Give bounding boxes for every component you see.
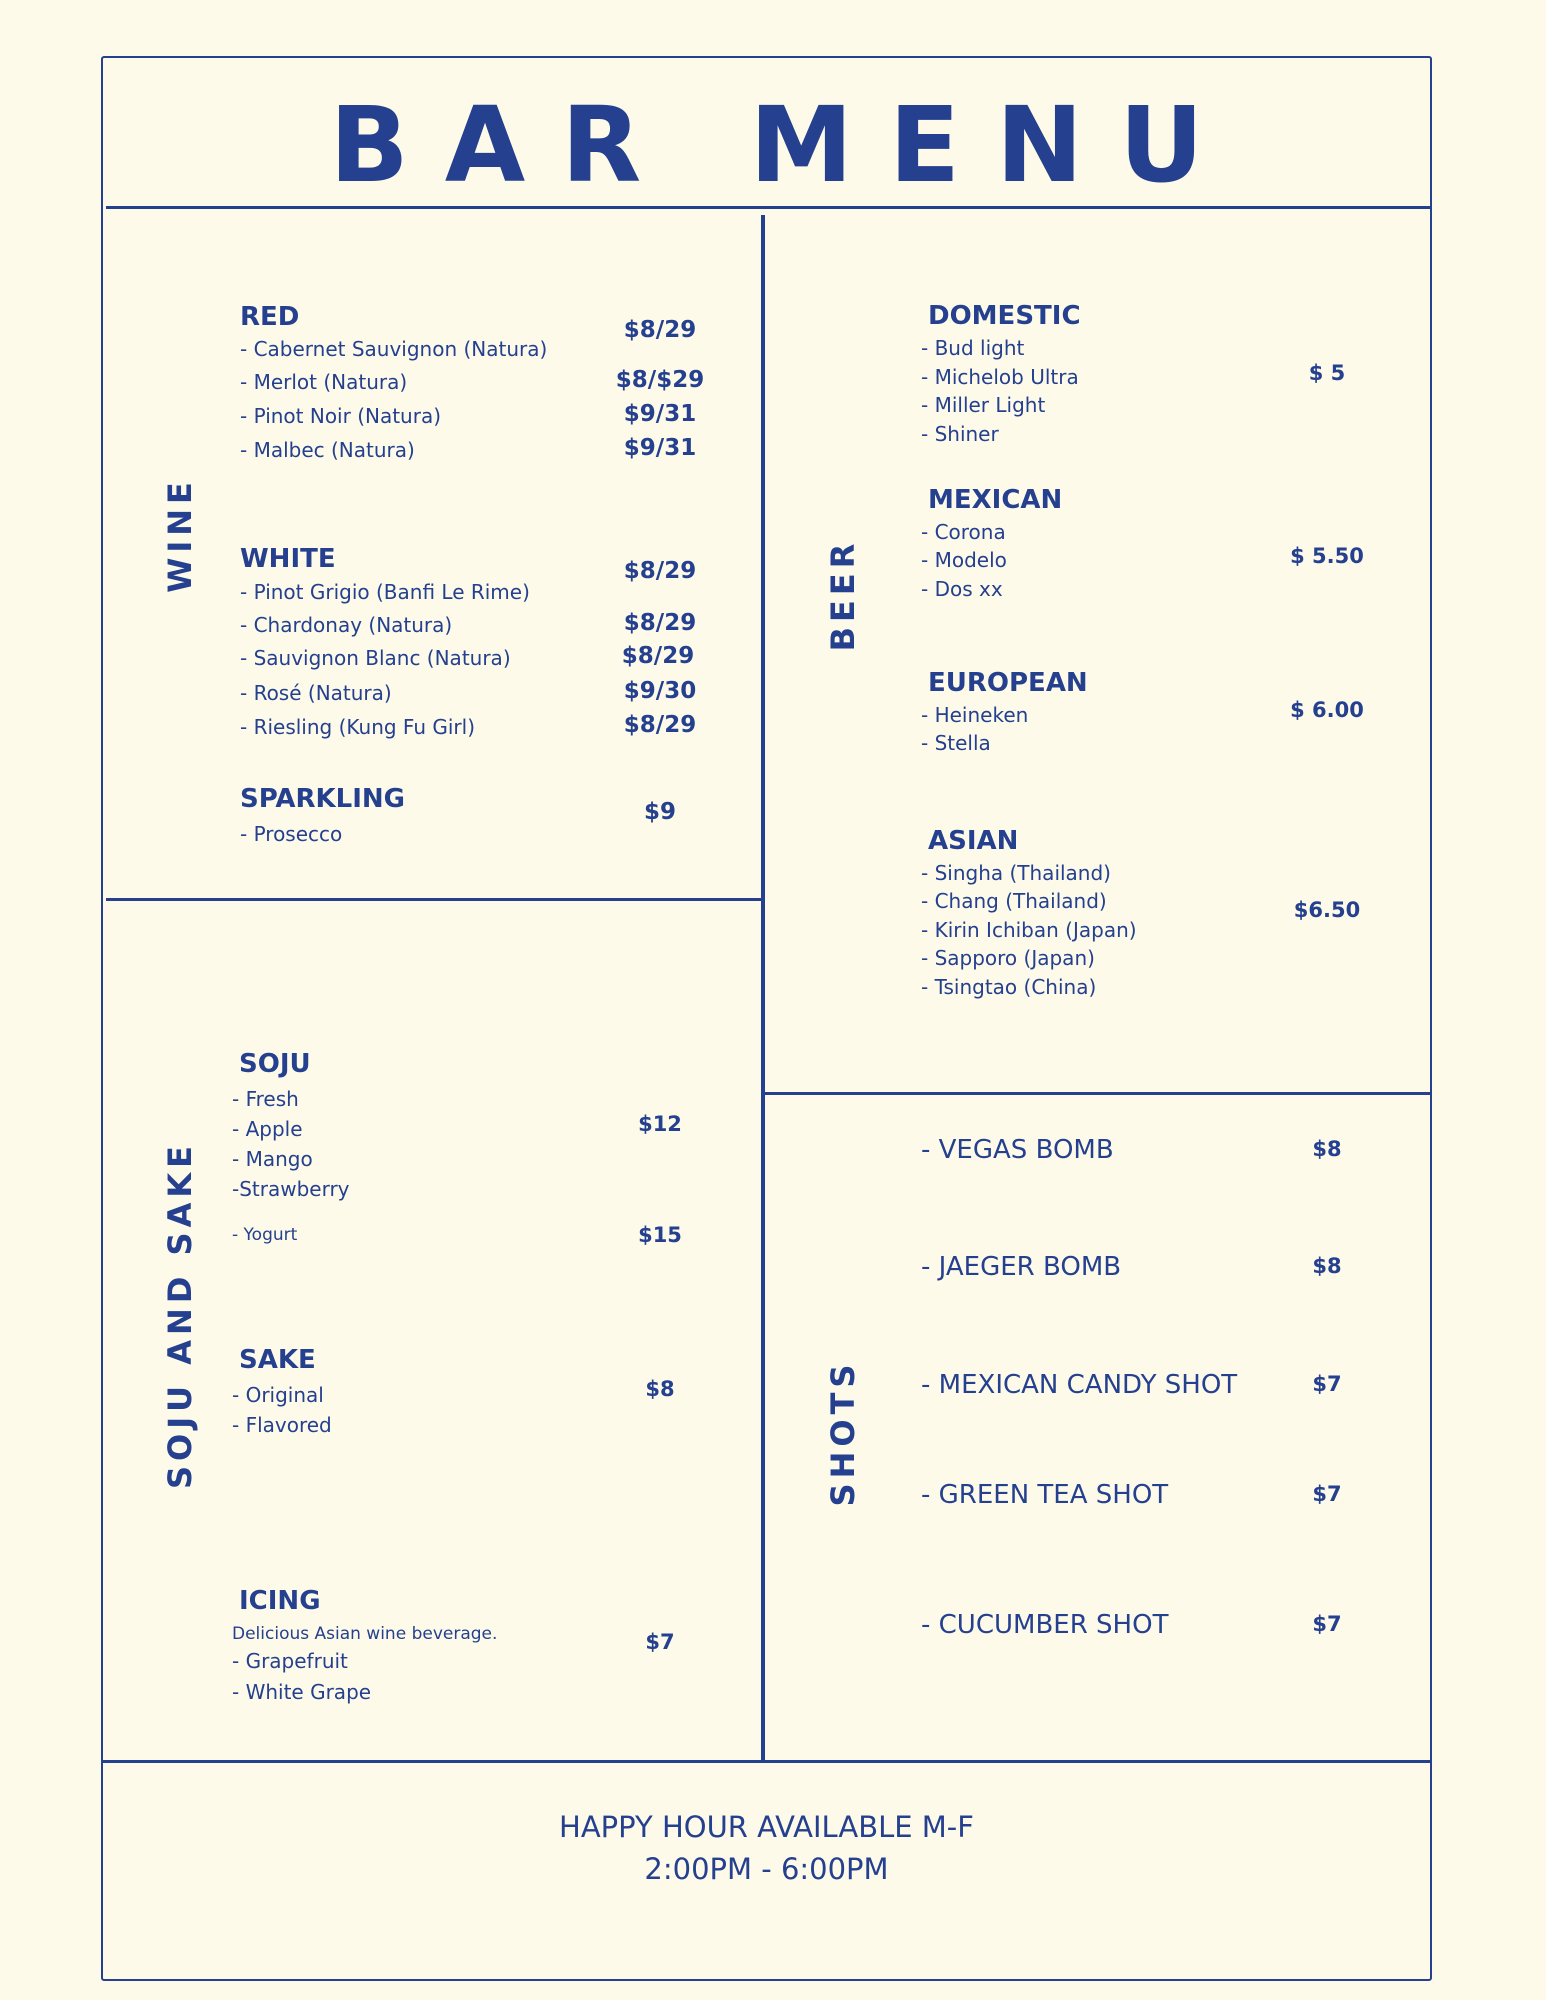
white-item: - Chardonay (Natura) bbox=[240, 613, 453, 637]
beer-section-label: BEER bbox=[824, 538, 862, 652]
domestic-heading: DOMESTIC bbox=[928, 301, 1081, 331]
white-price: $8/29 bbox=[623, 712, 697, 738]
sparkling-price: $9 bbox=[643, 799, 677, 825]
soju-item: - Mango bbox=[232, 1147, 313, 1171]
red-price: $8/$29 bbox=[615, 367, 705, 393]
red-price: $9/31 bbox=[623, 435, 697, 461]
mexican-item: - Modelo bbox=[921, 548, 1007, 572]
mexican-item: - Dos xx bbox=[921, 577, 1003, 601]
shot-price: $7 bbox=[1312, 1482, 1342, 1506]
domestic-price: $ 5 bbox=[1308, 361, 1346, 385]
white-price: $8/29 bbox=[623, 558, 697, 584]
asian-item: - Singha (Thailand) bbox=[921, 861, 1111, 885]
mexican-heading: MEXICAN bbox=[928, 485, 1063, 515]
white-item: - Rosé (Natura) bbox=[240, 681, 392, 705]
shot-price: $7 bbox=[1312, 1612, 1342, 1636]
soju-item: - Apple bbox=[232, 1117, 303, 1141]
soju-item: - Fresh bbox=[232, 1087, 299, 1111]
soju-item: - Yogurt bbox=[232, 1225, 298, 1245]
white-item: - Sauvignon Blanc (Natura) bbox=[240, 646, 511, 670]
domestic-item: - Michelob Ultra bbox=[921, 365, 1079, 389]
soju-sake-section-label: SOJU AND SAKE bbox=[161, 1141, 199, 1489]
shot-item: - GREEN TEA SHOT bbox=[921, 1480, 1169, 1510]
white-heading: WHITE bbox=[240, 544, 336, 574]
shots-section-label: SHOTS bbox=[824, 1359, 862, 1507]
sparkling-heading: SPARKLING bbox=[240, 784, 406, 814]
mexican-price: $ 5.50 bbox=[1290, 544, 1364, 568]
shot-price: $8 bbox=[1312, 1137, 1342, 1161]
european-item: - Heineken bbox=[921, 703, 1029, 727]
sake-item: - Flavored bbox=[232, 1413, 332, 1437]
european-heading: EUROPEAN bbox=[928, 668, 1088, 698]
white-item: - Pinot Grigio (Banfi Le Rime) bbox=[240, 580, 530, 604]
soju-heading: SOJU bbox=[239, 1049, 311, 1079]
wine-divider bbox=[106, 898, 762, 901]
column-divider bbox=[761, 215, 765, 1762]
shot-item: - CUCUMBER SHOT bbox=[921, 1610, 1169, 1640]
happy-hour-line: HAPPY HOUR AVAILABLE M-F bbox=[559, 1810, 974, 1844]
title-divider bbox=[106, 206, 1432, 209]
shot-item: - JAEGER BOMB bbox=[921, 1252, 1122, 1282]
soju-yogurt-price: $15 bbox=[638, 1223, 682, 1247]
red-item: - Cabernet Sauvignon (Natura) bbox=[240, 337, 548, 361]
white-price: $8/29 bbox=[623, 610, 697, 636]
red-heading: RED bbox=[240, 302, 300, 332]
asian-item: - Kirin Ichiban (Japan) bbox=[921, 918, 1137, 942]
icing-item: - Grapefruit bbox=[232, 1649, 348, 1673]
red-item: - Pinot Noir (Natura) bbox=[240, 404, 442, 428]
white-item: - Riesling (Kung Fu Girl) bbox=[240, 715, 475, 739]
asian-price: $6.50 bbox=[1293, 898, 1361, 922]
icing-description: Delicious Asian wine beverage. bbox=[232, 1624, 498, 1644]
red-item: - Merlot (Natura) bbox=[240, 370, 408, 394]
shot-price: $8 bbox=[1312, 1254, 1342, 1278]
sake-price: $8 bbox=[645, 1377, 675, 1401]
shot-price: $7 bbox=[1312, 1372, 1342, 1396]
soju-price: $12 bbox=[638, 1112, 682, 1136]
domestic-item: - Shiner bbox=[921, 422, 999, 446]
domestic-item: - Miller Light bbox=[921, 393, 1046, 417]
menu-title: BAR MENU bbox=[329, 84, 1240, 206]
domestic-item: - Bud light bbox=[921, 336, 1025, 360]
asian-item: - Chang (Thailand) bbox=[921, 889, 1107, 913]
shot-item: - MEXICAN CANDY SHOT bbox=[921, 1370, 1238, 1400]
wine-section-label: WINE bbox=[161, 477, 199, 593]
happy-hour-times: 2:00PM - 6:00PM bbox=[644, 1852, 889, 1886]
asian-heading: ASIAN bbox=[928, 826, 1019, 856]
sparkling-item: - Prosecco bbox=[240, 822, 343, 846]
white-price: $9/30 bbox=[623, 678, 697, 704]
european-price: $ 6.00 bbox=[1290, 698, 1364, 722]
european-item: - Stella bbox=[921, 731, 991, 755]
soju-item: -Strawberry bbox=[232, 1177, 350, 1201]
shot-item: - VEGAS BOMB bbox=[921, 1135, 1114, 1165]
red-item: - Malbec (Natura) bbox=[240, 438, 415, 462]
mexican-item: - Corona bbox=[921, 520, 1006, 544]
icing-price: $7 bbox=[645, 1630, 675, 1654]
sake-heading: SAKE bbox=[239, 1345, 316, 1375]
footer-divider bbox=[101, 1760, 1432, 1763]
icing-heading: ICING bbox=[239, 1586, 321, 1616]
icing-item: - White Grape bbox=[232, 1680, 372, 1704]
red-price: $9/31 bbox=[623, 401, 697, 427]
asian-item: - Sapporo (Japan) bbox=[921, 946, 1095, 970]
beer-divider bbox=[762, 1092, 1432, 1095]
red-price: $8/29 bbox=[623, 317, 697, 343]
sake-item: - Original bbox=[232, 1383, 324, 1407]
asian-item: - Tsingtao (China) bbox=[921, 975, 1097, 999]
white-price: $8/29 bbox=[621, 643, 695, 669]
